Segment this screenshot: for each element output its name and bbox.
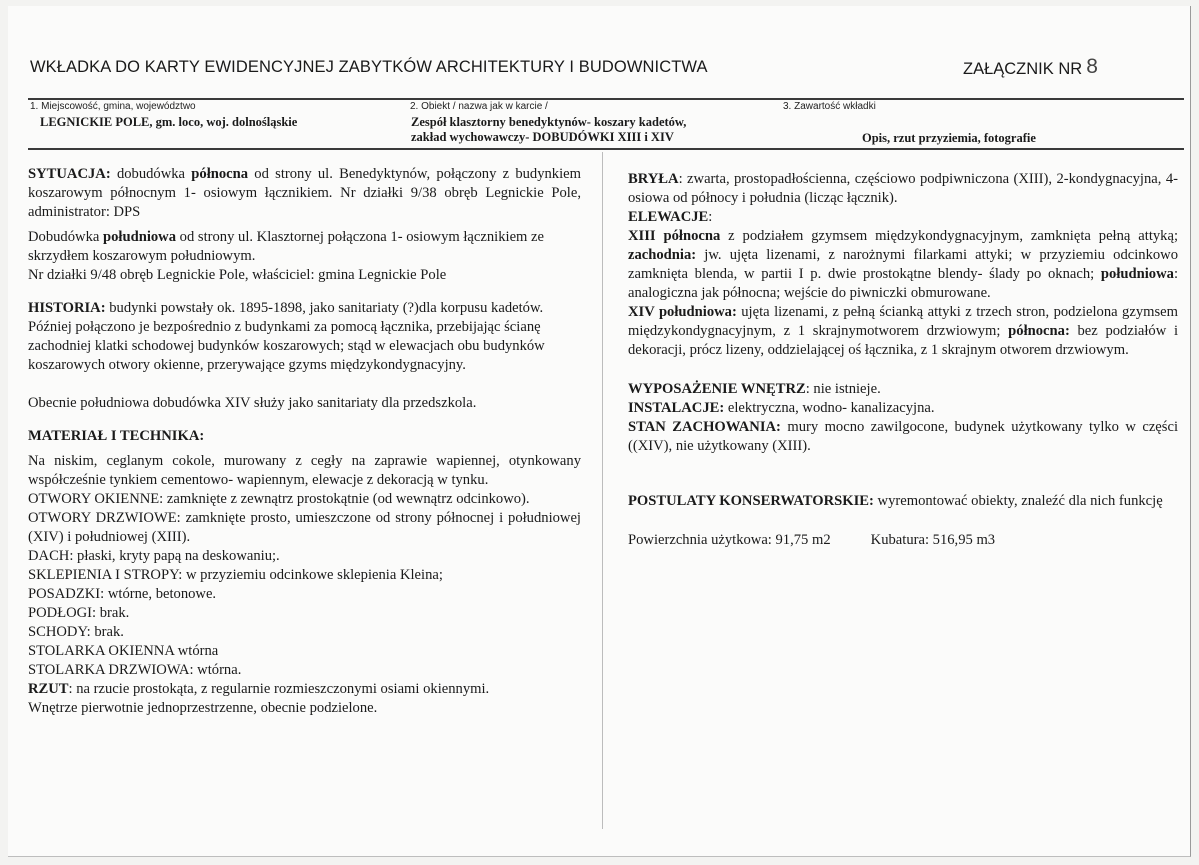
historia-paragraph: HISTORIA: budynki powstały ok. 1895-1898, jako sanitariaty (?)dla korpusu kadetów. Później połączono je bezpośrednio z budynkami za pomocą łącznika, przebijając ścianę zachodniej klatki schodowej budynków koszarowych; stąd w elewacjach obu budynków koszarowych otwory okienne, przerywające gzyms międzykondygnacyjny. <box>28 300 545 373</box>
elewacje-heading: ELEWACJE: <box>628 209 713 225</box>
elewacje-xiii: XIII północna z podziałem gzymsem międzykondygnacyjnym, zamknięta pełną attyką; zachodnia: jw. ujęta lizenami, z narożnymi filarkami attyki; w przyziemiu odcinkowo zamknięta blenda, w partii I p. dwie prostokątne blendy- ślady po oknach; południowa: analogiczna jak północna; wejście do piwniczki obmurowane. <box>628 228 1178 301</box>
field3-value: Opis, rzut przyziemia, fotografie <box>862 131 1036 145</box>
posadzki: POSADZKI: wtórne, betonowe. <box>28 586 217 602</box>
kubatura: Kubatura: 516,95 m3 <box>870 532 996 548</box>
field2-label: 2. Obiekt / nazwa jak w karcie / <box>410 101 548 112</box>
dach: DACH: płaski, kryty papą na deskowaniu;. <box>28 548 280 564</box>
document-title: WKŁADKA DO KARTY EWIDENCYJNEJ ZABYTKÓW ARCHITEKTURY I BUDOWNICTWA <box>30 58 708 76</box>
powierzchnia: Powierzchnia użytkowa: 91,75 m2 <box>628 532 831 548</box>
historia-current: Obecnie południowa dobudówka XIV służy jako sanitariaty dla przedszkola. <box>28 395 477 411</box>
field2-value-line1: Zespół klasztorny benedyktynów- koszary kadetów, <box>411 115 687 129</box>
historia-heading: HISTORIA: <box>28 300 106 316</box>
wyposazenie: WYPOSAŻENIE WNĘTRZ: nie istnieje. <box>628 381 881 397</box>
otwory-drzwiowe: OTWORY DRZWIOWE: zamknięte prosto, umieszczone od strony północnej i południowej (XIV) i południowej (XIII). <box>28 510 581 545</box>
sytuacja-heading: SYTUACJA: <box>28 166 111 182</box>
rzut-paragraph: RZUT: na rzucie prostokąta, z regularnie rozmieszczonymi osiami okiennymi. Wnętrze pierwotnie jednoprzestrzenne, obecnie podzielone. <box>28 681 490 716</box>
bryla-paragraph: BRYŁA: zwarta, prostopadłościenna, częściowo podpiwniczona (XIII), 2-kondygnacyjna, 4- osiowa od północy i południa (licząc łącznik). <box>628 171 1178 206</box>
field1-value: LEGNICKIE POLE, gm. loco, woj. dolnośląskie <box>40 115 298 129</box>
annex-handwritten-number: 8 <box>1086 55 1098 78</box>
material-text: Na niskim, ceglanym cokole, murowany z cegły na zaprawie wapiennej, otynkowany współcześnie tynkiem cementowo- wapiennym, elewacje z dekoracją w tynku. <box>28 453 581 488</box>
left-column <box>28 165 581 718</box>
sklepienia: SKLEPIENIA I STROPY: w przyziemiu odcinkowe sklepienia Kleina; <box>28 567 443 583</box>
instalacje: INSTALACJE: elektryczna, wodno- kanalizacyjna. <box>628 400 935 416</box>
schody: SCHODY: brak. <box>28 624 124 640</box>
annex-label: ZAŁĄCZNIK NR <box>963 60 1083 78</box>
sytuacja2-paragraph: Dobudówka południowa od strony ul. Klasztornej połączona 1- osiowym łącznikiem ze skrzydłem koszarowym południowym. Nr działki 9/48 obręb Legnickie Pole, właściciel: gmina Legnickie Pole <box>28 229 544 283</box>
rzut-heading: RZUT <box>28 681 69 697</box>
field2-value-line2: zakład wychowawczy- DOBUDÓWKI XIII i XIV <box>411 130 674 144</box>
header-rule <box>28 98 1184 100</box>
section-rule <box>28 148 1184 150</box>
stolarka-drzwiowa: STOLARKA DRZWIOWA: wtórna. <box>28 662 242 678</box>
podlogi: PODŁOGI: brak. <box>28 605 130 621</box>
right-column <box>628 170 1178 550</box>
sytuacja-paragraph: SYTUACJA: dobudówka północna od strony ul. Benedyktynów, połączony z budynkiem koszarowym północnym 1- osiowym łącznikiem. Nr działki 9/38 obręb Legnickie Pole, administrator: DPS <box>28 166 581 220</box>
field1-label: 1. Miejscowość, gmina, województwo <box>30 101 196 112</box>
field3-label: 3. Zawartość wkładki <box>783 101 876 112</box>
stolarka-okienna: STOLARKA OKIENNA wtórna <box>28 643 219 659</box>
material-heading: MATERIAŁ I TECHNIKA: <box>28 428 205 444</box>
otwory-okienne: OTWORY OKIENNE: zamknięte z zewnątrz prostokątnie (od wewnątrz odcinkowo). <box>28 491 530 507</box>
elewacje-xiv: XIV południowa: ujęta lizenami, z pełną ścianką attyki z trzech stron, podzielona gzymsem międzykondygnacyjnym, z 1 skrajnymotworem drzwiowym; północna: bez podziałów i dekoracji, prócz lizeny, oddzielającej oś łącznika, z 1 skrajnym otworem drzwiowym. <box>628 304 1179 358</box>
postulaty: POSTULATY KONSERWATORSKIE: wyremontować obiekty, znaleźć dla nich funkcję <box>628 493 1163 509</box>
bryla-heading: BRYŁA <box>628 171 679 187</box>
annex-number <box>963 56 1098 80</box>
stats-line <box>628 531 1178 550</box>
stan-zachowania: STAN ZACHOWANIA: mury mocno zawilgocone, budynek użytkowany tylko w części ((XIV), nie użytkowany (XIII). <box>628 419 1178 454</box>
column-divider <box>602 152 603 829</box>
